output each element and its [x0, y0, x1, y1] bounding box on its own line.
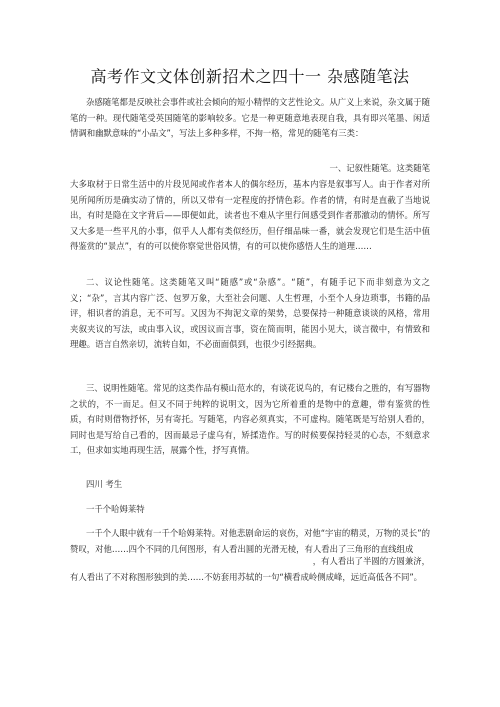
essay-paragraph-2: 有人看出了不对称图形独到的美……不妨套用苏轼的一句“横看成岭侧成峰，远近高低各不同”。 [70, 572, 423, 582]
essay-paragraph-1: 一千个人眼中就有一千个哈姆莱特。对他悲剧命运的哀伤，对他“宇宙的精灵，万物的灵长”的赞叹，对他……四个不同的几何图形，有人看出圆的光滑无棱，有人看出了三角形的直线组成 [70, 528, 430, 554]
type3-paragraph: 三、说明性随笔。常见的这类作品有模山范水的，有谈花说鸟的，有记楼台之胜的，有写器物之状的，不一而足。但又不同于纯粹的说明文，因为它所着重的是物中的意趣，带有鉴赏的性质，有时则借物抒怀，另有寄托。写随笔，内容必须真实，不可虚构。随笔既是写给别人看的，同时也是写给自己看的，因而最忌子虚乌有，矫揉造作。写的时候要保持轻灵的心态，不刻意求工，但求如实地再现生活，展露个性，抒写真情。 [70, 383, 430, 456]
author-line: 四川 考生 [86, 479, 123, 489]
intro-paragraph: 杂感随笔都是反映社会事件或社会倾向的短小精悍的文艺性论文。从广义上来说，杂文属于随笔的一种。现代随笔受英国随笔的影响较多。它是一种更随意地表现自我，具有即兴笔墨、闲适情调和幽默意味的“小品文”，写法上多种多样，不拘一格，常见的随笔有三类： [70, 97, 430, 139]
essay-title: 一千个哈姆莱特 [86, 504, 145, 514]
type1-paragraph: 大多取材于日常生活中的片段见闻或作者本人的偶尔经历，基本内容是叙事写人。由于作者对所见所闻所历是确实动了情的，所以又带有一定程度的抒情色彩。作者的情，有时是直截了当地说出，有时是隐在文字背后——即便如此，读者也不难从字里行间感受到作者那澈动的情怀。所写又大多是一些平凡的小事，似乎人人都有类似经历，但仔细品味一番，就会发现它们是生活中值得鉴赏的“景点”，有的可以使你察觉世俗风情，有的可以使你感悟人生的道理…… [70, 179, 430, 252]
type1-heading: 一、记叙性随笔。这类随笔 [329, 163, 430, 173]
page-title: 高考作文文体创新招术之四十一 杂感随笔法 [90, 67, 410, 86]
type2-paragraph: 二、议论性随笔。这类随笔又叫“随感”或“杂感”。“随”，有随手记下而非刻意为文之义；“杂”，言其内容广泛、包罗万象，大至社会问题、人生哲理，小至个人身边琐事，书籍的品评，相识者的消息，无不可写。又因为不拘泥文章的架势，总要保持一种随意谈谈的风格，常用夹叙夹议的写法，或由事入议，或因议而言事，资在简而明，能因小见大，谈言微中，有情致和理趣。语言自然亲切，流转自如，不必面面俱到，也很少引经据典。 [70, 277, 430, 350]
essay-paragraph-2-head: ，有人看出了半圆的方圆兼济， [312, 556, 430, 566]
